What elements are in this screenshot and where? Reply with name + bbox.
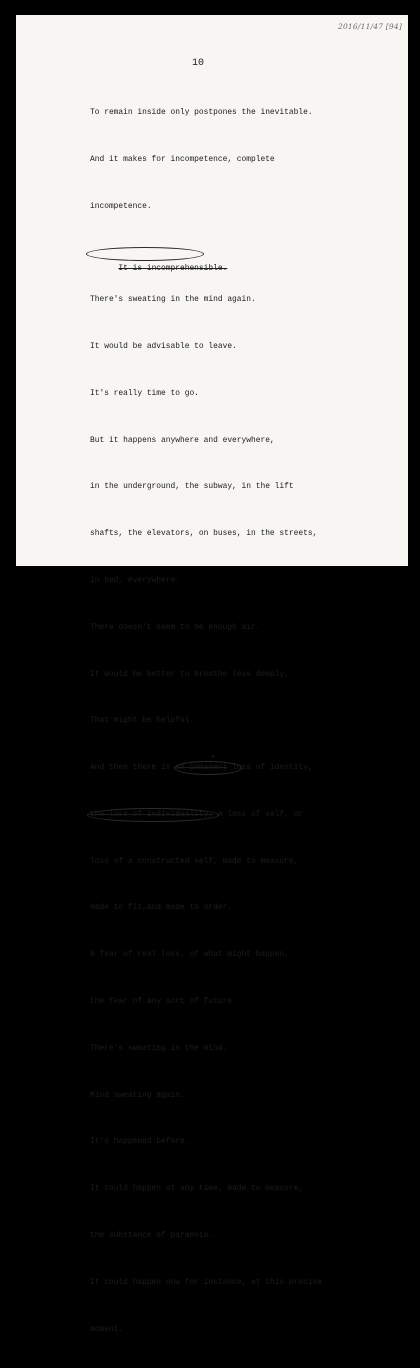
text-line: incompetence. xyxy=(90,201,152,211)
text-line: And it makes for incompetence, complete xyxy=(90,154,275,164)
text-line: A fear of real loss, of what might happen, xyxy=(90,950,289,960)
struck-through-text: an immanent xyxy=(175,763,228,773)
struck-through-text: It is incomprehensible. xyxy=(118,264,228,274)
edited-line xyxy=(90,807,390,823)
text-line: It would be advisable to leave. xyxy=(90,342,237,352)
text-line: It's happened before. xyxy=(90,1137,190,1147)
deleted-line xyxy=(90,246,390,274)
text-line: in bed, everywhere. xyxy=(90,576,180,585)
text-line: shafts, the elevators, on buses, in the streets, xyxy=(90,529,318,539)
text-line: It could happen now for instance, at this precise xyxy=(90,1277,323,1287)
text-segment: a loss of self, or xyxy=(213,809,304,819)
typescript-page xyxy=(16,15,408,1334)
text-line: moment. xyxy=(90,1324,124,1334)
text-line: There's sweating in the mind again. xyxy=(90,295,256,305)
text-line: the substance of paranoia. xyxy=(90,1230,214,1240)
text-line: It could happen at any time, made to measure, xyxy=(90,1184,304,1194)
text-line: There's sweating in the mind. xyxy=(90,1043,228,1053)
typescript-body xyxy=(90,74,390,1368)
text-line: To remain inside only postpones the inevitable. xyxy=(90,108,313,118)
text-segment: loss of identity, xyxy=(227,763,313,773)
text-line: It's really time to go. xyxy=(90,388,199,398)
text-line: But it happens anywhere and everywhere, xyxy=(90,435,275,445)
text-segment: And then there is xyxy=(90,763,176,773)
text-line: It would be better to breathe less deeply. xyxy=(90,669,289,679)
page-number: 10 xyxy=(192,58,205,69)
text-line: There doesn't seem to be enough air. xyxy=(90,622,261,632)
insertion-caret-mark: ^ xyxy=(210,755,216,764)
text-line: the fear of any sort of future. xyxy=(90,997,237,1007)
text-line: made to fit,and made to order. xyxy=(90,903,233,913)
text-line: Mind sweating again. xyxy=(90,1090,185,1100)
archive-reference-number: 2016/11/47 [94] xyxy=(337,22,402,31)
struck-through-text: the loss of individuality, xyxy=(90,809,214,819)
edited-line xyxy=(90,755,390,776)
text-line: loss of a constructed self, made to measure, xyxy=(90,856,299,866)
deletion-loop-mark xyxy=(86,247,204,261)
text-line: That might be helpful. xyxy=(90,716,195,726)
text-line: in the underground, the subway, in the lift xyxy=(90,482,294,492)
